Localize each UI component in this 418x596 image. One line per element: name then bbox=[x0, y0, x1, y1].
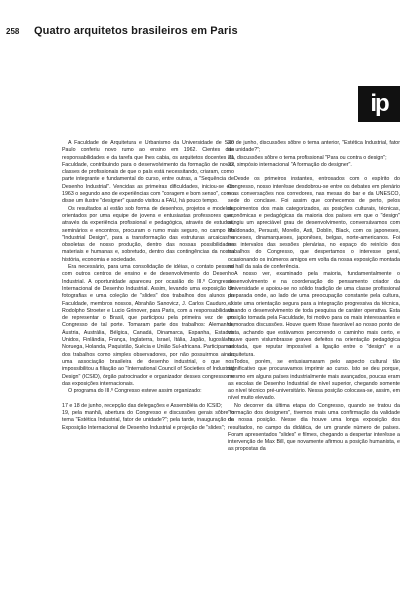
paragraph: No decorrer da última etapa do Congresso, quando se tratou da "formação dos designers", tivemos mais uma confirmação da validade de nossa posição. Nesse dia houve uma longa exposição dos resultados, no campo da didática, de um grande número de países. Foram apresentados "slides" e filmes, chegando a despertar interêsse a intervenção de Max Bill, que novamente afirmou a posição humanista, e as propostas da bbox=[228, 402, 400, 453]
program-item: 17 e 18 de junho, recepção das delegações e Assembléia do ICSID; bbox=[62, 402, 223, 409]
page-number: 258 bbox=[6, 27, 20, 36]
program-item: 22, simpósio internacional "A formação do designer". bbox=[228, 161, 352, 168]
right-column bbox=[228, 140, 400, 454]
ip-logo bbox=[358, 86, 400, 122]
paragraph: Todos, porém, se entusiasmaram pelo aspecto cultural tão significativo que procuravamos imprimir ao curso. Isto se deu porque, mesmo em alguns países industrialmente mais avançados, poucas eram as escolas de Desenho Industrial de nível superior, chegando somente ao nível técnico pré-universitário. Nessa posição colocava-se, assim, em nível muito elevado. bbox=[228, 358, 400, 402]
paragraph: A nosso ver, examinado pela maioria, fundamentalmente o desenvolvimento e na coordenação do pensamento criador da Universidade e apoiou-se no sólido tradição de uma classe profissional preparada onde, ao lado de uma preocupação constante pela cultura, existe uma orientação segura para a integração progressiva da técnica, visando o desenvolvimento de toda pesquisa de caráter operativa. Esta posição tomada pela Faculdade, foi motivo para os mais interessantes e demorados discussões. Houve quem fôsse favorável ao nosso ponto de vista, achando que estávamos percorrendo o caminho mais certo, e houve quem vislumbrasse graves defeitos na orientação pedagógica adotada, que reputar impossível a ligação entre o "design" e a arquitetura. bbox=[228, 271, 400, 358]
program-item: 19, pela manhã, abertura do Congresso e discussões gerais sôbre o tema "Estética Industrial, fator de unidade?"; pela tarde, inauguração da Exposição Internacional de Desenho Industrial e projeção de "slides"; bbox=[62, 409, 234, 431]
program-item: 21, discussões sôbre o tema profissional "Para ou contra o design"; bbox=[228, 154, 387, 161]
program-item: 20 de junho, discussões sôbre o tema anterior, "Estética Industrial, fator de unidade?"; bbox=[228, 140, 400, 154]
paragraph: A Faculdade de Arquitetura e Urbanismo da Universidade de São Paulo conferiu novo rumo ao ensino em 1962. Cientes das responsabilidades e da tarefa que lhes cabia, os arquitetos docentes da Faculdade, contribuindo para o desenvolvimento da formação de novas classes de profissionais de que o país está necessitando, criaram, como parte integrante e fundamental do curso, entre outras, a "Sequência de Desenho Industrial". Vencidas as primeiras dificuldades, iniciou-se em 1963 o segundo ano de experiências com "coragem e bom senso", como disse um ilustre "designer" quando visitou a FAU, há pouco tempo. bbox=[62, 140, 234, 205]
paragraph: Desde os primeiros instantes, entrosados com o espírito do Congresso, nosso interêsse desdobrou-se entre os debates em plenário e as conversações nos corredores, nas mesas do bar e da UNESCO, sede do conclave. Foi assim que conhecemos de perto, pelos depoimentos dos mais categorizados, as posições culturais, técnicas, econômicas e pedagógicas da maioria dos países em que o "design" atingiu um apreciável grau de desenvolvimento, conversávamos com Maldonado, Persusti, Morello, Asti, Doblin, Black, com os japoneses, franceses, dinamarqueses, japonêses, belgas, norte-americanos. Foi nos intervalos das sessões plenárias, no espaço do reinício dos trabalhos do Congresso, que despertamos o interesse geral, ocasionando os inúmeros amigos em volta da nossa exposição montada no hall da sala de conferência. bbox=[228, 176, 400, 271]
paragraph: Era necessário, para uma consolidação de idéias, o contato pessoal com outros centros de ensino e de desenvolvimento do Desenho Industrial. A oportunidade apareceu por ocasião do III.º Congresso Internacional de Desenho Industrial. Assim, levando uma exposição de fotografias e uma coleção de "slides" dos trabalhos dos alunos da Faculdade, membros nossos, Abrahão Sanovicz, J. Carlos Cauduro, J. Rodolpho Stroeter e Lucio Grinover, para Paris, com a responsabilidade de representar o Brasil, que participou pela primeira vez de um Congresso de tal porte. Tomaram parte dos trabalhos: Alemanha, Áustria, Austrália, Bélgica, Canadá, Dinamarca, Espanha, Estados Unidos, Finlândia, França, Inglaterra, Israel, Itália, Japão, Iugoslávia, Noruega, Holanda, Paquistão, Suécia e União Sul-africana. Participamos dos trabalhos como simples observadores, por não possuirmos ainda uma associação brasileira de desenho industrial, o que nos impossibilitou a filiação ao "International Council of Societies of Industrial Design" (ICSID), órgão patrocinador e organizador desses congressos e das exposições internacionais. bbox=[62, 264, 234, 387]
logo-mark: ip bbox=[370, 90, 388, 117]
paragraph: O programa do III.º Congresso esteve assim organizado: bbox=[68, 388, 202, 395]
page-title: Quatro arquitetos brasileiros em Paris bbox=[34, 25, 238, 37]
left-column bbox=[62, 140, 234, 432]
paragraph: Os resultados aí estão sob forma de desenhos, projetos e modelos, orientados por uma equipe de jovens e entusiastas professores que, através da experiência profissional e pedagógica, através de estudos, seminários e encontros, procuram o rumo mais seguro, no campo do "Industrial Design", para a transformação das estruturas arcaicas e obsoletas de nosso produção, dentro das nossas possibilidades materiais e humanas e, sobretudo, dentro das contingências da nossa história, economia e sociedade. bbox=[62, 205, 234, 263]
